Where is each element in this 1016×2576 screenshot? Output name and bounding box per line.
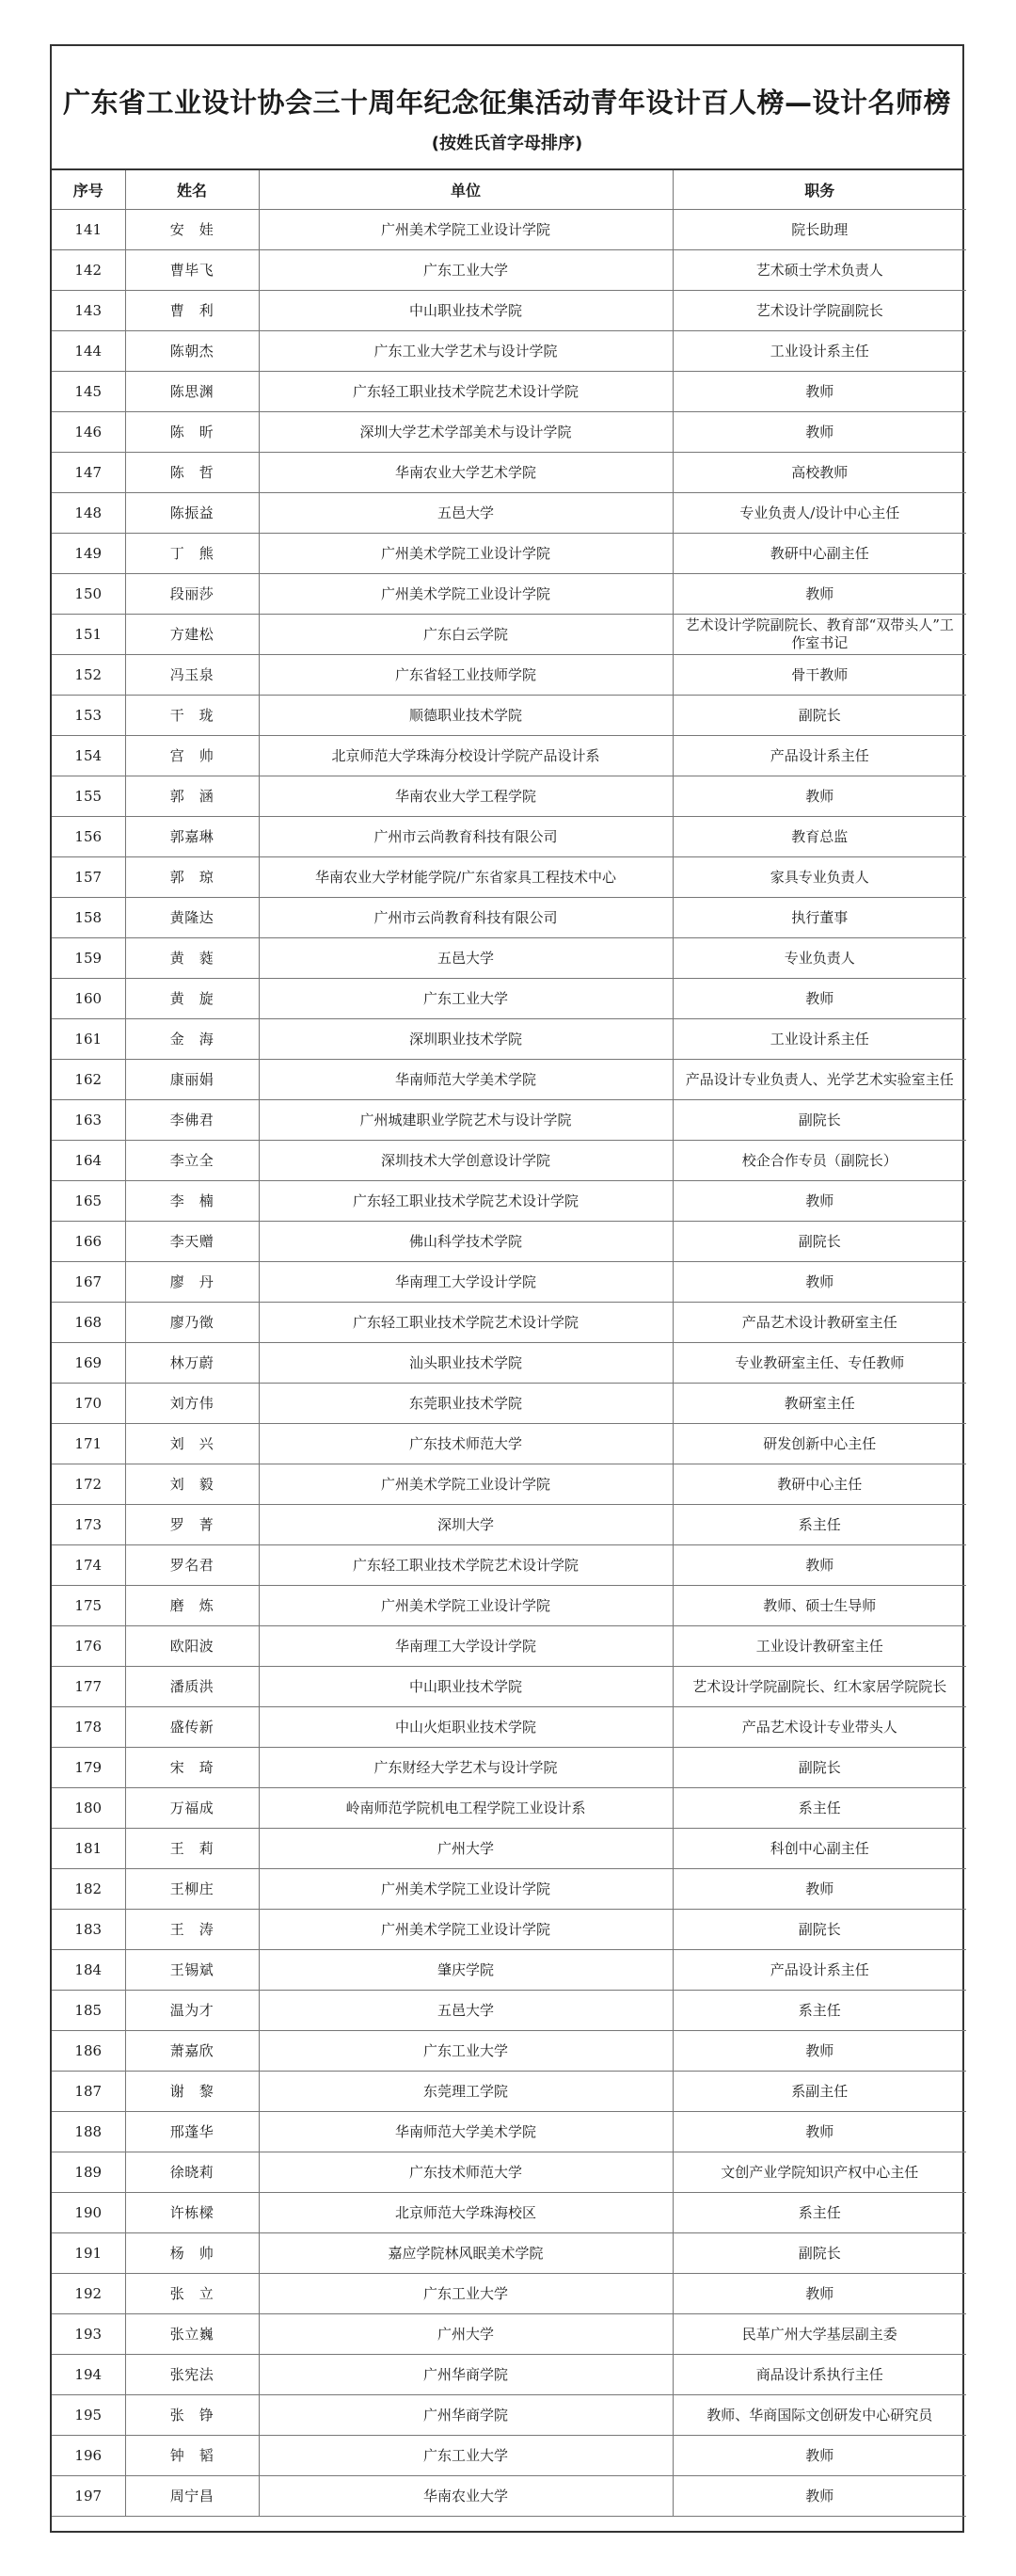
organization-cell: 广州美术学院工业设计学院 <box>259 1910 673 1950</box>
row-number-cell: 156 <box>52 817 125 857</box>
table-row <box>52 1991 966 2031</box>
organization-cell: 广州美术学院工业设计学院 <box>259 1869 673 1910</box>
table-row <box>52 1303 966 1343</box>
organization-cell: 广州华商学院 <box>259 2355 673 2395</box>
person-name-cell: 潘质洪 <box>125 1667 259 1707</box>
person-name-cell: 王 莉 <box>125 1829 259 1869</box>
person-name-cell: 方建松 <box>125 615 259 655</box>
job-title-cell: 教师 <box>673 2476 966 2517</box>
organization-cell: 华南农业大学艺术学院 <box>259 453 673 493</box>
organization-cell: 广州美术学院工业设计学院 <box>259 210 673 250</box>
table-row <box>52 2072 966 2112</box>
job-title-cell: 教师 <box>673 1545 966 1586</box>
organization-cell: 广东轻工职业技术学院艺术设计学院 <box>259 1181 673 1222</box>
job-title-cell: 副院长 <box>673 1910 966 1950</box>
organization-cell: 广州市云尚教育科技有限公司 <box>259 817 673 857</box>
table-row <box>52 210 966 250</box>
organization-cell: 广东轻工职业技术学院艺术设计学院 <box>259 1545 673 1586</box>
job-title-cell: 教研中心主任 <box>673 1464 966 1505</box>
person-name-cell: 盛传新 <box>125 1707 259 1748</box>
person-name-cell: 黄隆达 <box>125 898 259 938</box>
row-number-cell: 161 <box>52 1019 125 1060</box>
job-title-cell: 副院长 <box>673 1100 966 1141</box>
row-number-cell: 170 <box>52 1384 125 1424</box>
person-name-cell: 萧嘉欣 <box>125 2031 259 2072</box>
person-name-cell: 李立全 <box>125 1141 259 1181</box>
job-title-cell: 商品设计系执行主任 <box>673 2355 966 2395</box>
organization-cell: 广东技术师范大学 <box>259 1424 673 1464</box>
table-row <box>52 331 966 372</box>
person-name-cell: 谢 黎 <box>125 2072 259 2112</box>
row-number-cell: 171 <box>52 1424 125 1464</box>
row-number-cell: 168 <box>52 1303 125 1343</box>
table-row <box>52 1707 966 1748</box>
organization-cell: 华南农业大学 <box>259 2476 673 2517</box>
row-number-cell: 188 <box>52 2112 125 2152</box>
row-number-cell: 167 <box>52 1262 125 1303</box>
person-name-cell: 郭嘉琳 <box>125 817 259 857</box>
job-title-cell: 艺术设计学院副院长、教育部“双带头人”工作室书记 <box>673 615 966 655</box>
person-name-cell: 安 娃 <box>125 210 259 250</box>
job-title-cell: 系主任 <box>673 1991 966 2031</box>
row-number-cell: 165 <box>52 1181 125 1222</box>
row-number-cell: 183 <box>52 1910 125 1950</box>
organization-cell: 深圳职业技术学院 <box>259 1019 673 1060</box>
row-number-cell: 175 <box>52 1586 125 1626</box>
row-number-cell: 153 <box>52 696 125 736</box>
person-name-cell: 刘 兴 <box>125 1424 259 1464</box>
person-name-cell: 钟 韬 <box>125 2436 259 2476</box>
table-row <box>52 1505 966 1545</box>
title-block <box>52 46 962 170</box>
job-title-cell: 科创中心副主任 <box>673 1829 966 1869</box>
person-name-cell: 温为才 <box>125 1991 259 2031</box>
job-title-cell: 专业教研室主任、专任教师 <box>673 1343 966 1384</box>
table-body <box>52 210 966 2517</box>
row-number-cell: 144 <box>52 331 125 372</box>
organization-cell: 中山职业技术学院 <box>259 1667 673 1707</box>
row-number-cell: 164 <box>52 1141 125 1181</box>
person-name-cell: 康丽娟 <box>125 1060 259 1100</box>
row-number-cell: 145 <box>52 372 125 412</box>
person-name-cell: 黄 蕤 <box>125 938 259 979</box>
job-title-cell: 产品设计系主任 <box>673 736 966 776</box>
table-row <box>52 1262 966 1303</box>
row-number-cell: 196 <box>52 2436 125 2476</box>
table-row <box>52 979 966 1019</box>
person-name-cell: 张 立 <box>125 2274 259 2314</box>
job-title-cell: 副院长 <box>673 696 966 736</box>
job-title-cell: 工业设计系主任 <box>673 331 966 372</box>
person-name-cell: 罗 菁 <box>125 1505 259 1545</box>
table-row <box>52 1950 966 1991</box>
row-number-cell: 142 <box>52 250 125 291</box>
row-number-cell: 178 <box>52 1707 125 1748</box>
person-name-cell: 陈振益 <box>125 493 259 534</box>
organization-cell: 广州大学 <box>259 2314 673 2355</box>
job-title-cell: 工业设计系主任 <box>673 1019 966 1060</box>
person-name-cell: 曹毕飞 <box>125 250 259 291</box>
job-title-cell: 家具专业负责人 <box>673 857 966 898</box>
job-title-cell: 艺术设计学院副院长 <box>673 291 966 331</box>
person-name-cell: 黄 旋 <box>125 979 259 1019</box>
job-title-cell: 系副主任 <box>673 2072 966 2112</box>
organization-cell: 嘉应学院林风眠美术学院 <box>259 2233 673 2274</box>
person-name-cell: 段丽莎 <box>125 574 259 615</box>
table-row <box>52 655 966 696</box>
job-title-cell: 副院长 <box>673 1748 966 1788</box>
table-row <box>52 1545 966 1586</box>
table-row <box>52 1384 966 1424</box>
table-row <box>52 2274 966 2314</box>
row-number-cell: 184 <box>52 1950 125 1991</box>
organization-cell: 广州华商学院 <box>259 2395 673 2436</box>
job-title-cell: 教师 <box>673 2274 966 2314</box>
table-row <box>52 1181 966 1222</box>
organization-cell: 肇庆学院 <box>259 1950 673 1991</box>
row-number-cell: 172 <box>52 1464 125 1505</box>
job-title-cell: 产品设计专业负责人、光学艺术实验室主任 <box>673 1060 966 1100</box>
table-row <box>52 696 966 736</box>
table-row <box>52 2314 966 2355</box>
job-title-cell: 执行董事 <box>673 898 966 938</box>
organization-cell: 北京师范大学珠海分校设计学院产品设计系 <box>259 736 673 776</box>
table-row <box>52 1141 966 1181</box>
person-name-cell: 许栋樑 <box>125 2193 259 2233</box>
table-row <box>52 615 966 655</box>
organization-cell: 深圳大学艺术学部美术与设计学院 <box>259 412 673 453</box>
person-name-cell: 李佛君 <box>125 1100 259 1141</box>
job-title-cell: 系主任 <box>673 2193 966 2233</box>
table-row <box>52 938 966 979</box>
person-name-cell: 郭 琼 <box>125 857 259 898</box>
organization-cell: 中山火炬职业技术学院 <box>259 1707 673 1748</box>
organization-cell: 广州美术学院工业设计学院 <box>259 534 673 574</box>
table-row <box>52 1667 966 1707</box>
table-row <box>52 1748 966 1788</box>
table-row <box>52 453 966 493</box>
page-subtitle: (按姓氏首字母排序) <box>431 134 583 153</box>
job-title-cell: 院长助理 <box>673 210 966 250</box>
row-number-cell: 159 <box>52 938 125 979</box>
table-row <box>52 2476 966 2517</box>
person-name-cell: 徐晓莉 <box>125 2152 259 2193</box>
row-number-cell: 190 <box>52 2193 125 2233</box>
organization-cell: 广州美术学院工业设计学院 <box>259 574 673 615</box>
table-row <box>52 2233 966 2274</box>
row-number-cell: 194 <box>52 2355 125 2395</box>
organization-cell: 华南师范大学美术学院 <box>259 2112 673 2152</box>
organization-cell: 深圳技术大学创意设计学院 <box>259 1141 673 1181</box>
row-number-cell: 158 <box>52 898 125 938</box>
job-title-cell: 艺术设计学院副院长、红木家居学院院长 <box>673 1667 966 1707</box>
job-title-cell: 教师 <box>673 1181 966 1222</box>
row-number-cell: 197 <box>52 2476 125 2517</box>
job-title-cell: 产品设计系主任 <box>673 1950 966 1991</box>
organization-cell: 顺德职业技术学院 <box>259 696 673 736</box>
table-header-row <box>52 170 966 210</box>
job-title-cell: 副院长 <box>673 1222 966 1262</box>
row-number-cell: 146 <box>52 412 125 453</box>
job-title-cell: 骨干教师 <box>673 655 966 696</box>
job-title-cell: 研发创新中心主任 <box>673 1424 966 1464</box>
table-row <box>52 1019 966 1060</box>
row-number-cell: 148 <box>52 493 125 534</box>
job-title-cell: 教师 <box>673 1262 966 1303</box>
table-row <box>52 291 966 331</box>
row-number-cell: 186 <box>52 2031 125 2072</box>
table-row <box>52 493 966 534</box>
job-title-cell: 教研中心副主任 <box>673 534 966 574</box>
table-row <box>52 2395 966 2436</box>
person-name-cell: 宋 琦 <box>125 1748 259 1788</box>
name-list-sheet <box>50 44 964 2533</box>
person-name-cell: 曹 利 <box>125 291 259 331</box>
table-row <box>52 857 966 898</box>
job-title-cell: 民革广州大学基层副主委 <box>673 2314 966 2355</box>
row-number-cell: 189 <box>52 2152 125 2193</box>
table-row <box>52 2436 966 2476</box>
organization-cell: 广州市云尚教育科技有限公司 <box>259 898 673 938</box>
organization-cell: 广东工业大学 <box>259 2436 673 2476</box>
person-name-cell: 郭 涵 <box>125 776 259 817</box>
row-number-cell: 192 <box>52 2274 125 2314</box>
row-number-cell: 182 <box>52 1869 125 1910</box>
person-name-cell: 邢蓬华 <box>125 2112 259 2152</box>
table-row <box>52 1222 966 1262</box>
organization-cell: 中山职业技术学院 <box>259 291 673 331</box>
person-name-cell: 王柳庄 <box>125 1869 259 1910</box>
job-title-cell: 艺术硕士学术负责人 <box>673 250 966 291</box>
row-number-cell: 181 <box>52 1829 125 1869</box>
job-title-cell: 系主任 <box>673 1788 966 1829</box>
job-title-cell: 产品艺术设计专业带头人 <box>673 1707 966 1748</box>
person-name-cell: 周宁昌 <box>125 2476 259 2517</box>
organization-cell: 广东技术师范大学 <box>259 2152 673 2193</box>
organization-cell: 佛山科学技术学院 <box>259 1222 673 1262</box>
organization-cell: 广州美术学院工业设计学院 <box>259 1586 673 1626</box>
organization-cell: 五邑大学 <box>259 1991 673 2031</box>
organization-cell: 广东工业大学 <box>259 250 673 291</box>
row-number-cell: 177 <box>52 1667 125 1707</box>
job-title-cell: 系主任 <box>673 1505 966 1545</box>
table-row <box>52 1424 966 1464</box>
job-title-cell: 教师 <box>673 979 966 1019</box>
person-name-cell: 磨 炼 <box>125 1586 259 1626</box>
job-title-cell: 副院长 <box>673 2233 966 2274</box>
organization-cell: 华南农业大学工程学院 <box>259 776 673 817</box>
column-header-no: 序号 <box>52 170 125 210</box>
organization-cell: 广东轻工职业技术学院艺术设计学院 <box>259 1303 673 1343</box>
row-number-cell: 187 <box>52 2072 125 2112</box>
person-name-cell: 金 海 <box>125 1019 259 1060</box>
row-number-cell: 141 <box>52 210 125 250</box>
job-title-cell: 教师 <box>673 574 966 615</box>
table-row <box>52 2152 966 2193</box>
table-row <box>52 412 966 453</box>
row-number-cell: 151 <box>52 615 125 655</box>
table-row <box>52 776 966 817</box>
person-name-cell: 陈 哲 <box>125 453 259 493</box>
row-number-cell: 174 <box>52 1545 125 1586</box>
organization-cell: 深圳大学 <box>259 1505 673 1545</box>
job-title-cell: 教师 <box>673 2436 966 2476</box>
row-number-cell: 166 <box>52 1222 125 1262</box>
table-row <box>52 1343 966 1384</box>
person-name-cell: 李 楠 <box>125 1181 259 1222</box>
table-row <box>52 1100 966 1141</box>
row-number-cell: 149 <box>52 534 125 574</box>
organization-cell: 东莞职业技术学院 <box>259 1384 673 1424</box>
job-title-cell: 高校教师 <box>673 453 966 493</box>
job-title-cell: 专业负责人 <box>673 938 966 979</box>
organization-cell: 华南农业大学材能学院/广东省家具工程技术中心 <box>259 857 673 898</box>
row-number-cell: 162 <box>52 1060 125 1100</box>
organization-cell: 广州大学 <box>259 1829 673 1869</box>
table-row <box>52 1060 966 1100</box>
person-name-cell: 陈 昕 <box>125 412 259 453</box>
row-number-cell: 185 <box>52 1991 125 2031</box>
table-row <box>52 817 966 857</box>
table-row <box>52 736 966 776</box>
person-name-cell: 李天赠 <box>125 1222 259 1262</box>
job-title-cell: 教研室主任 <box>673 1384 966 1424</box>
row-number-cell: 152 <box>52 655 125 696</box>
row-number-cell: 176 <box>52 1626 125 1667</box>
organization-cell: 华南理工大学设计学院 <box>259 1262 673 1303</box>
job-title-cell: 文创产业学院知识产权中心主任 <box>673 2152 966 2193</box>
person-name-cell: 刘方伟 <box>125 1384 259 1424</box>
person-name-cell: 张宪法 <box>125 2355 259 2395</box>
organization-cell: 广东工业大学 <box>259 979 673 1019</box>
row-number-cell: 195 <box>52 2395 125 2436</box>
person-name-cell: 万福成 <box>125 1788 259 1829</box>
job-title-cell: 产品艺术设计教研室主任 <box>673 1303 966 1343</box>
row-number-cell: 154 <box>52 736 125 776</box>
job-title-cell: 教师 <box>673 2112 966 2152</box>
job-title-cell: 工业设计教研室主任 <box>673 1626 966 1667</box>
table-row <box>52 1626 966 1667</box>
person-name-cell: 王 涛 <box>125 1910 259 1950</box>
table-row <box>52 534 966 574</box>
table-row <box>52 1464 966 1505</box>
person-name-cell: 王锡斌 <box>125 1950 259 1991</box>
person-name-cell: 丁 熊 <box>125 534 259 574</box>
row-number-cell: 155 <box>52 776 125 817</box>
organization-cell: 华南理工大学设计学院 <box>259 1626 673 1667</box>
organization-cell: 广东白云学院 <box>259 615 673 655</box>
job-title-cell: 教师 <box>673 372 966 412</box>
organization-cell: 华南师范大学美术学院 <box>259 1060 673 1100</box>
organization-cell: 广东工业大学 <box>259 2031 673 2072</box>
person-name-cell: 陈朝杰 <box>125 331 259 372</box>
organization-cell: 北京师范大学珠海校区 <box>259 2193 673 2233</box>
job-title-cell: 校企合作专员（副院长） <box>673 1141 966 1181</box>
table-row <box>52 1586 966 1626</box>
person-name-cell: 杨 帅 <box>125 2233 259 2274</box>
person-name-cell: 张 铮 <box>125 2395 259 2436</box>
job-title-cell: 教师 <box>673 1869 966 1910</box>
person-name-cell: 陈思渊 <box>125 372 259 412</box>
row-number-cell: 193 <box>52 2314 125 2355</box>
organization-cell: 广州城建职业学院艺术与设计学院 <box>259 1100 673 1141</box>
organization-cell: 广州美术学院工业设计学院 <box>259 1464 673 1505</box>
row-number-cell: 157 <box>52 857 125 898</box>
organization-cell: 五邑大学 <box>259 938 673 979</box>
row-number-cell: 143 <box>52 291 125 331</box>
row-number-cell: 173 <box>52 1505 125 1545</box>
job-title-cell: 教师 <box>673 412 966 453</box>
job-title-cell: 教师 <box>673 2031 966 2072</box>
roster-table <box>52 170 966 2517</box>
table-row <box>52 2031 966 2072</box>
table-row <box>52 250 966 291</box>
organization-cell: 广东财经大学艺术与设计学院 <box>259 1748 673 1788</box>
row-number-cell: 179 <box>52 1748 125 1788</box>
job-title-cell: 教育总监 <box>673 817 966 857</box>
table-row <box>52 2112 966 2152</box>
table-row <box>52 1788 966 1829</box>
job-title-cell: 专业负责人/设计中心主任 <box>673 493 966 534</box>
page-title: 广东省工业设计协会三十周年纪念征集活动青年设计百人榜—设计名师榜 <box>62 87 951 119</box>
row-number-cell: 180 <box>52 1788 125 1829</box>
job-title-cell: 教师、华商国际文创研发中心研究员 <box>673 2395 966 2436</box>
organization-cell: 岭南师范学院机电工程学院工业设计系 <box>259 1788 673 1829</box>
person-name-cell: 宫 帅 <box>125 736 259 776</box>
job-title-cell: 教师、硕士生导师 <box>673 1586 966 1626</box>
column-header-unit: 单位 <box>259 170 673 210</box>
table-row <box>52 1910 966 1950</box>
column-header-name: 姓名 <box>125 170 259 210</box>
organization-cell: 汕头职业技术学院 <box>259 1343 673 1384</box>
person-name-cell: 张立巍 <box>125 2314 259 2355</box>
organization-cell: 广东轻工职业技术学院艺术设计学院 <box>259 372 673 412</box>
person-name-cell: 林万蔚 <box>125 1343 259 1384</box>
person-name-cell: 罗名君 <box>125 1545 259 1586</box>
row-number-cell: 147 <box>52 453 125 493</box>
table-row <box>52 898 966 938</box>
table-row <box>52 2355 966 2395</box>
organization-cell: 东莞理工学院 <box>259 2072 673 2112</box>
row-number-cell: 169 <box>52 1343 125 1384</box>
row-number-cell: 160 <box>52 979 125 1019</box>
organization-cell: 广东工业大学艺术与设计学院 <box>259 331 673 372</box>
row-number-cell: 150 <box>52 574 125 615</box>
column-header-position: 职务 <box>673 170 966 210</box>
person-name-cell: 廖 丹 <box>125 1262 259 1303</box>
table-row <box>52 1829 966 1869</box>
organization-cell: 广东工业大学 <box>259 2274 673 2314</box>
person-name-cell: 干 珑 <box>125 696 259 736</box>
table-row <box>52 2193 966 2233</box>
person-name-cell: 欧阳波 <box>125 1626 259 1667</box>
row-number-cell: 191 <box>52 2233 125 2274</box>
person-name-cell: 刘 毅 <box>125 1464 259 1505</box>
organization-cell: 广东省轻工业技师学院 <box>259 655 673 696</box>
person-name-cell: 廖乃徵 <box>125 1303 259 1343</box>
table-row <box>52 372 966 412</box>
table-row <box>52 574 966 615</box>
organization-cell: 五邑大学 <box>259 493 673 534</box>
row-number-cell: 163 <box>52 1100 125 1141</box>
table-row <box>52 1869 966 1910</box>
job-title-cell: 教师 <box>673 776 966 817</box>
person-name-cell: 冯玉泉 <box>125 655 259 696</box>
